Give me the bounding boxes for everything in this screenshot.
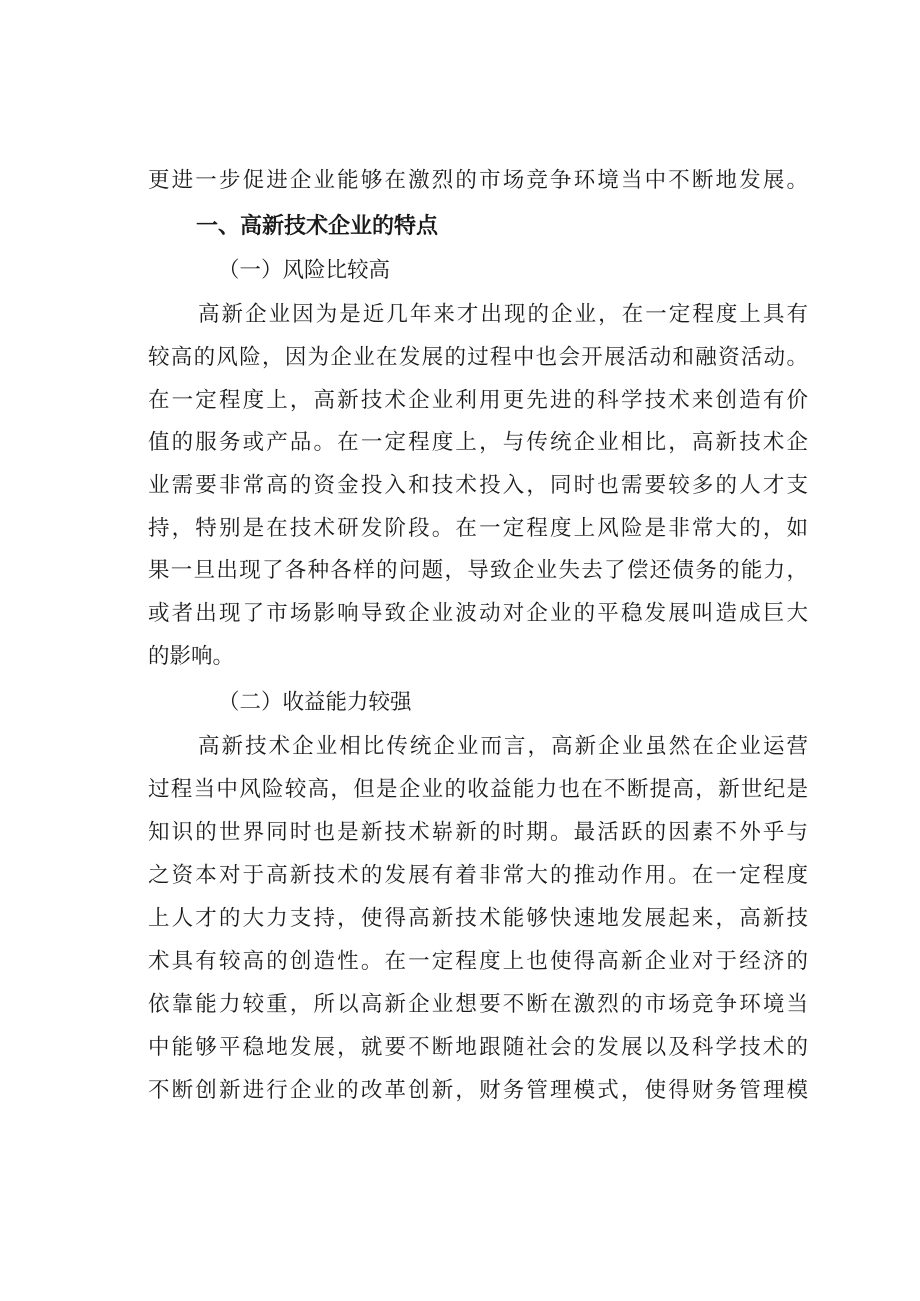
paragraph-line: 高新企业因为是近几年来才出现的企业，在一定程度上具有 xyxy=(198,302,808,327)
paragraph-line: 或者出现了市场影响导致企业波动对企业的平稳发展叫造成巨大 xyxy=(148,601,808,626)
paragraph-line: 持，特别是在技术研发阶段。在一定程度上风险是非常大的，如 xyxy=(148,516,808,541)
paragraph-line: 高新技术企业相比传统企业而言，高新企业虽然在企业运营 xyxy=(198,734,808,759)
paragraph-line: 业需要非常高的资金投入和技术投入，同时也需要较多的人才支 xyxy=(148,473,808,498)
section-title: 一、高新技术企业的特点 xyxy=(196,214,439,239)
paragraph-line: 的影响。 xyxy=(148,644,235,669)
paragraph-line: 过程当中风险较高，但是企业的收益能力也在不断提高，新世纪是 xyxy=(148,777,808,802)
paragraph-line: 中能够平稳地发展，就要不断地跟随社会的发展以及科学技术的 xyxy=(148,1035,808,1060)
paragraph-line: 知识的世界同时也是新技术崭新的时期。最活跃的因素不外乎与 xyxy=(148,820,808,845)
intro-line: 更进一步促进企业能够在激烈的市场竞争环境当中不断地发展。 xyxy=(148,168,808,193)
paragraph-line: 术具有较高的创造性。在一定程度上也使得高新企业对于经济的 xyxy=(148,949,808,974)
paragraph-line: 不断创新进行企业的改革创新，财务管理模式，使得财务管理模 xyxy=(148,1078,808,1103)
subsection-heading-profitability: （二）收益能力较强 xyxy=(218,690,412,715)
subsection-heading-risk: （一）风险比较高 xyxy=(218,258,391,283)
paragraph-line: 之资本对于高新技术的发展有着非常大的推动作用。在一定程度 xyxy=(148,863,808,888)
paragraph-line: 较高的风险，因为企业在发展的过程中也会开展活动和融资活动。 xyxy=(148,345,808,370)
paragraph-line: 值的服务或产品。在一定程度上，与传统企业相比，高新技术企 xyxy=(148,430,808,455)
paragraph-line: 在一定程度上，高新技术企业利用更先进的科学技术来创造有价 xyxy=(148,388,808,413)
paragraph-line: 上人才的大力支持，使得高新技术能够快速地发展起来，高新技 xyxy=(148,906,808,931)
paragraph-line: 果一旦出现了各种各样的问题，导致企业失去了偿还债务的能力， xyxy=(148,558,808,583)
paragraph-line: 依靠能力较重，所以高新企业想要不断在激烈的市场竞争环境当 xyxy=(148,992,808,1017)
